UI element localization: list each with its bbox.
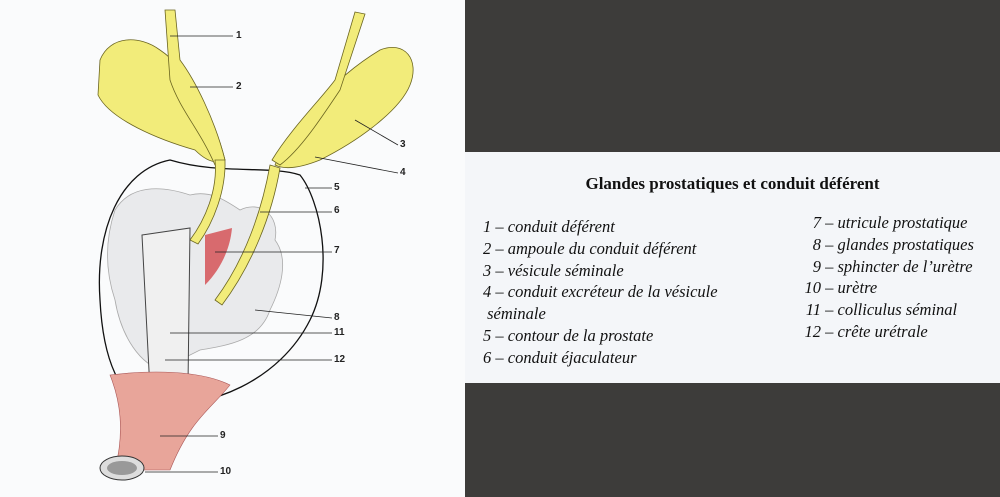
legend-number: 9 xyxy=(812,256,821,276)
legend-item xyxy=(787,234,997,256)
legend-number: 2 xyxy=(483,238,492,258)
legend-text: – glandes prostatiques xyxy=(825,234,974,254)
legend-text: – utricule prostatique xyxy=(825,213,968,232)
legend-text: – crête urétrale xyxy=(825,321,928,341)
legend-number: 10 xyxy=(804,278,821,298)
legend-item xyxy=(787,299,997,321)
legend-number: 8 xyxy=(812,234,821,254)
legend-item xyxy=(483,260,783,282)
prostatic-glands xyxy=(108,189,283,370)
legend-text: – contour de la prostate xyxy=(495,325,654,345)
legend-number: 5 xyxy=(483,325,492,345)
callout-3: 3 xyxy=(400,139,406,150)
legend-text: – vésicule séminale xyxy=(495,260,624,280)
legend-text: – conduit excréteur de la vésicule xyxy=(495,282,718,302)
legend-right-column xyxy=(787,212,997,343)
callout-1: 1 xyxy=(236,30,242,41)
callout-11: 11 xyxy=(334,327,345,338)
legend-number: 12 xyxy=(804,321,821,341)
legend-left-column xyxy=(483,216,783,369)
legend-item xyxy=(483,216,783,238)
callout-7: 7 xyxy=(334,245,340,256)
legend-title: Glandes prostatiques et conduit déférent xyxy=(585,174,880,193)
urethra xyxy=(142,228,190,390)
legend-item xyxy=(483,325,783,347)
callout-10: 10 xyxy=(220,466,232,477)
callout-4: 4 xyxy=(400,167,406,178)
legend-panel xyxy=(465,152,1000,383)
legend-item xyxy=(483,347,783,369)
legend-text: – colliculus séminal xyxy=(825,300,958,320)
anatomical-illustration xyxy=(0,0,465,497)
callout-6: 6 xyxy=(334,205,340,216)
legend-number: 3 xyxy=(483,260,492,280)
legend-item xyxy=(787,321,997,343)
legend-text: – ampoule du conduit déférent xyxy=(495,238,697,258)
legend-number: 4 xyxy=(483,282,492,302)
legend-item xyxy=(787,212,997,234)
legend-text: – conduit éjaculateur xyxy=(495,347,637,367)
callout-12: 12 xyxy=(334,354,346,365)
legend-item xyxy=(787,277,997,299)
legend-item xyxy=(787,256,997,278)
legend-item xyxy=(483,303,783,325)
prostate-diagram xyxy=(0,0,465,497)
legend-number: 11 xyxy=(805,300,821,320)
legend-item xyxy=(483,281,783,303)
urethral-sphincter xyxy=(110,372,230,470)
legend-item xyxy=(483,238,783,260)
legend-text: – conduit déférent xyxy=(495,217,615,236)
legend-number: 6 xyxy=(483,347,492,367)
legend-number: 7 xyxy=(812,213,821,232)
callout-2: 2 xyxy=(236,81,242,92)
legend-text: séminale xyxy=(487,304,546,324)
callout-5: 5 xyxy=(334,182,340,193)
legend-text: – sphincter de l’urètre xyxy=(825,256,973,276)
legend-number: 1 xyxy=(483,217,492,236)
callout-9: 9 xyxy=(220,430,226,441)
callout-8: 8 xyxy=(334,312,340,323)
legend-text: – urètre xyxy=(825,278,878,298)
